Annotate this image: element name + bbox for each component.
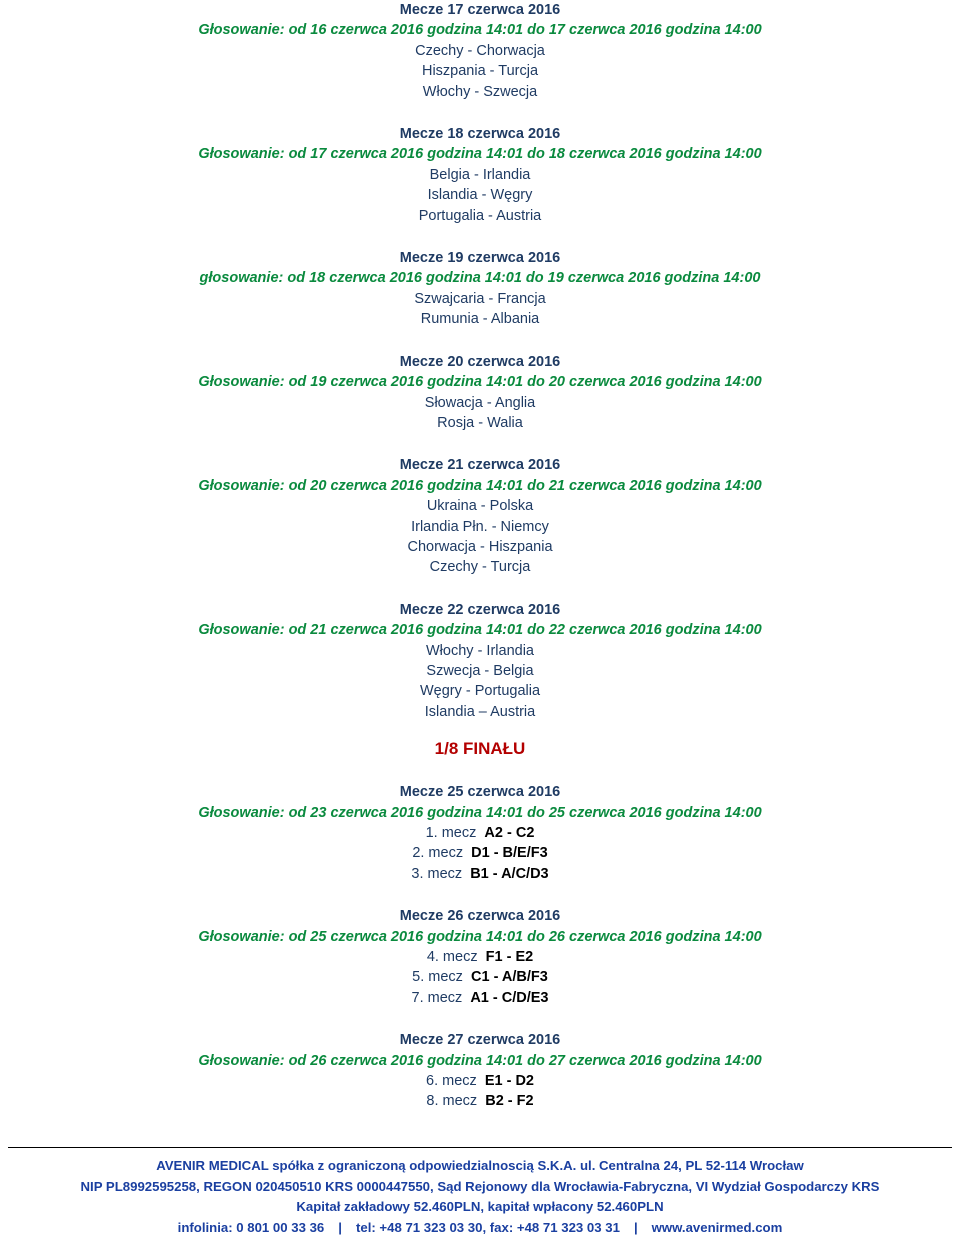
match-day-section <box>0 455 960 577</box>
voting-period: Głosowanie: od 21 czerwca 2016 godzina 14:01 do 22 czerwca 2016 godzina 14:00 <box>198 622 762 639</box>
match-pairing-code: F1 - E2 <box>485 949 534 966</box>
match-day-date: Mecze 21 czerwca 2016 <box>399 457 561 474</box>
match-pairing: Węgry - Portugalia <box>419 683 541 700</box>
match-pairing-code: C1 - A/B/F3 <box>471 969 548 986</box>
match-pairing: Portugalia - Austria <box>418 207 542 224</box>
match-pairing: Szwajcaria - Francja <box>414 290 546 307</box>
match-pairing: Włochy - Szwecja <box>422 83 538 100</box>
match-pairing-code: A2 - C2 <box>484 825 535 841</box>
knockout-match-row <box>0 843 960 863</box>
match-day-date: Mecze 25 czerwca 2016 <box>399 784 561 801</box>
knockout-match-row <box>0 1091 960 1111</box>
knockout-match-row <box>0 864 960 884</box>
section-spacer <box>0 1008 960 1030</box>
footer-separator: | <box>633 1219 638 1235</box>
match-day-date: Mecze 22 czerwca 2016 <box>399 601 561 618</box>
voting-period: Głosowanie: od 17 czerwca 2016 godzina 14:01 do 18 czerwca 2016 godzina 14:00 <box>198 146 762 163</box>
match-pairing-code: B1 - A/C/D3 <box>470 865 549 882</box>
match-day-date: Mecze 26 czerwca 2016 <box>399 908 561 925</box>
match-day-date: Mecze 20 czerwca 2016 <box>399 353 561 370</box>
match-pairing: Chorwacja - Hiszpania <box>407 538 553 555</box>
match-day-date: Mecze 27 czerwca 2016 <box>399 1032 561 1049</box>
knockout-match-row <box>0 823 960 843</box>
match-pairing: Rosja - Walia <box>437 414 523 431</box>
section-spacer <box>0 226 960 248</box>
footer-capital-info: Kapitał zakładowy 52.460PLN, kapitał wpłacony 52.460PLN <box>296 1199 664 1214</box>
match-pairing-code: A1 - C/D/E3 <box>470 989 549 1006</box>
match-day-date: Mecze 19 czerwca 2016 <box>399 250 561 267</box>
voting-period: Głosowanie: od 16 czerwca 2016 godzina 14:01 do 17 czerwca 2016 godzina 14:00 <box>198 22 762 39</box>
knockout-day-section <box>0 1030 960 1112</box>
match-pairing: Belgia - Irlandia <box>429 166 531 183</box>
match-day-date: Mecze 18 czerwca 2016 <box>399 126 561 143</box>
company-footer <box>0 1156 960 1238</box>
knockout-day-section <box>0 906 960 1008</box>
match-number: 2. mecz <box>412 845 464 862</box>
knockout-match-row <box>0 1071 960 1091</box>
section-spacer <box>0 433 960 455</box>
footer-contact-line <box>0 1218 960 1239</box>
match-pairing: Czechy - Chorwacja <box>415 42 545 59</box>
footer-company-address: AVENIR MEDICAL spółka z ograniczoną odpowiedzialnoscią S.K.A. ul. Centralna 24, PL 52-114 Wrocław <box>156 1158 804 1173</box>
knockout-day-section <box>0 782 960 884</box>
match-pairing: Islandia - Węgry <box>427 187 533 204</box>
round-of-16-schedule <box>0 782 960 1112</box>
footer-separator: | <box>338 1219 342 1235</box>
match-pairing: Słowacja - Anglia <box>424 394 536 411</box>
footer-hotline: infolinia: 0 801 00 33 36 <box>177 1219 325 1235</box>
voting-period: Głosowanie: od 23 czerwca 2016 godzina 14:01 do 25 czerwca 2016 godzina 14:00 <box>198 804 762 821</box>
voting-period: głosowanie: od 18 czerwca 2016 godzina 14:01 do 19 czerwca 2016 godzina 14:00 <box>199 270 761 287</box>
match-number: 7. mecz <box>411 989 463 1006</box>
footer-phone-fax: tel: +48 71 323 03 30, fax: +48 71 323 03 31 <box>355 1219 620 1235</box>
match-pairing: Islandia – Austria <box>424 703 536 720</box>
match-number: 1. mecz <box>425 825 477 841</box>
voting-period: Głosowanie: od 25 czerwca 2016 godzina 14:01 do 26 czerwca 2016 godzina 14:00 <box>198 928 762 945</box>
match-pairing-code: D1 - B/E/F3 <box>471 845 548 862</box>
knockout-match-row <box>0 967 960 987</box>
match-day-section <box>0 352 960 434</box>
section-spacer <box>0 330 960 352</box>
match-pairing: Irlandia Płn. - Niemcy <box>411 518 549 535</box>
footer-divider <box>8 1147 952 1148</box>
footer-registry-info: NIP PL8992595258, REGON 020450510 KRS 0000447550, Sąd Rejonowy dla Wrocławia-Fabryczna, VI Wydział Gospodarczy KRS <box>80 1178 880 1194</box>
match-pairing: Rumunia - Albania <box>420 311 540 328</box>
voting-period: Głosowanie: od 20 czerwca 2016 godzina 14:01 do 21 czerwca 2016 godzina 14:00 <box>198 477 762 494</box>
match-day-section <box>0 600 960 722</box>
round-of-16-heading: 1/8 FINAŁU <box>434 739 526 759</box>
voting-period: Głosowanie: od 19 czerwca 2016 godzina 14:01 do 20 czerwca 2016 godzina 14:00 <box>198 374 762 391</box>
knockout-match-row <box>0 947 960 967</box>
match-pairing-code: B2 - F2 <box>485 1093 534 1110</box>
match-number: 4. mecz <box>426 949 478 966</box>
voting-period: Głosowanie: od 26 czerwca 2016 godzina 14:01 do 27 czerwca 2016 godzina 14:00 <box>198 1052 762 1069</box>
match-number: 6. mecz <box>426 1073 477 1090</box>
section-spacer <box>0 578 960 600</box>
knockout-match-row <box>0 988 960 1008</box>
footer-website-link[interactable]: www.avenirmed.com <box>651 1219 783 1235</box>
section-spacer <box>0 884 960 906</box>
match-pairing: Ukraina - Polska <box>426 498 534 515</box>
match-number: 5. mecz <box>412 969 463 986</box>
match-pairing: Hiszpania - Turcja <box>421 63 539 80</box>
match-day-date: Mecze 17 czerwca 2016 <box>399 2 561 18</box>
match-day-section <box>0 124 960 226</box>
section-spacer <box>0 102 960 124</box>
match-pairing: Włochy - Irlandia <box>426 642 534 659</box>
match-pairing-code: E1 - D2 <box>484 1073 534 1090</box>
match-pairing: Czechy - Turcja <box>429 559 531 576</box>
match-number: 8. mecz <box>426 1093 478 1110</box>
match-day-section <box>0 248 960 330</box>
match-number: 3. mecz <box>411 865 463 882</box>
match-day-section <box>0 0 960 102</box>
match-pairing: Szwecja - Belgia <box>426 662 534 679</box>
